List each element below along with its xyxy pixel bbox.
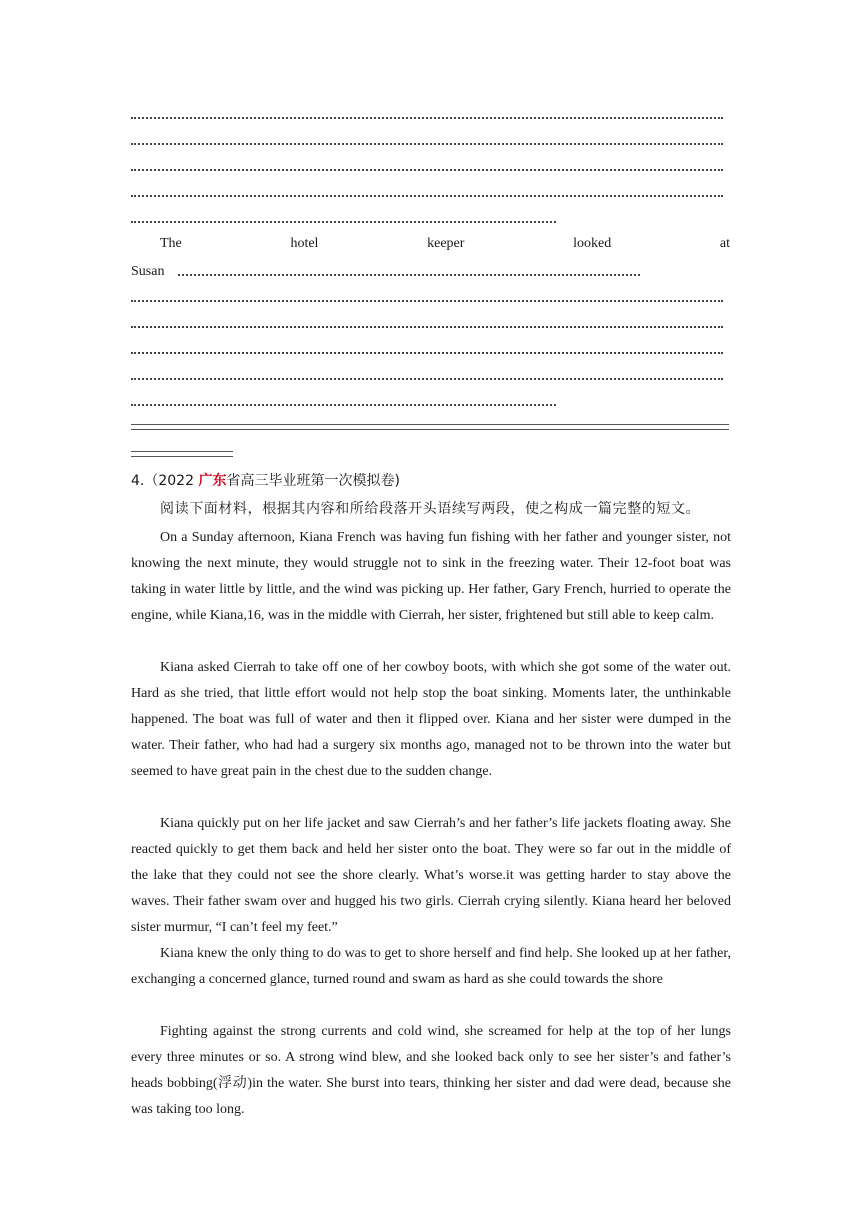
answer-line[interactable]	[131, 143, 723, 145]
passage-paragraph: Kiana quickly put on her life jacket and saw Cierrah’s and her father’s life jackets floating away. She reacted quickly to get them back and held her sister onto the boat. They were so far out in the middle of the lake that they could not see the shore clearly. What’s worse.it was getting harder to stay above the waves. Their father swam over and hugged his two girls. Cierrah crying silently. Kiana heard her beloved sister murmur, “I can’t feel my feet.”	[131, 816, 731, 935]
answer-line[interactable]	[131, 378, 723, 380]
question-source-open: （2022	[144, 473, 199, 489]
separator-rule	[131, 451, 233, 457]
question-heading	[131, 472, 400, 490]
answer-line[interactable]	[178, 274, 640, 276]
passage-paragraph: Fighting against the strong currents and cold wind, she screamed for help at the top of her lungs every three minutes or so. A strong wind blew, and she looked back only to see her sister’s and father’s heads bobbing(浮动)in the water. She burst into tears, thinking her sister and dad were dead, because she was taking too long.	[131, 1024, 731, 1117]
passage-paragraph: Kiana knew the only thing to do was to get to shore herself and find help. She looked up at her father, exchanging a concerned glance, turned round and swam as hard as she could towards the shore	[131, 946, 731, 987]
question-number: 4.	[131, 473, 145, 489]
answer-line[interactable]	[131, 195, 723, 197]
question-source-highlight: 广东	[198, 473, 227, 489]
prompt-word: looked	[573, 236, 612, 251]
answer-line[interactable]	[131, 352, 723, 354]
passage-paragraph: On a Sunday afternoon, Kiana French was having fun fishing with her father and younger sister, not knowing the next minute, they would struggle not to sink in the freezing water. Their 12-foot boat was taking in water little by little, and the wind was picking up. Her father, Gary French, hurried to operate the engine, while Kiana,16, was in the middle with Cierrah, her sister, frightened but still able to keep calm.	[131, 530, 731, 623]
answer-line[interactable]	[131, 326, 723, 328]
answer-line[interactable]	[131, 300, 723, 302]
prompt-word: hotel	[290, 236, 319, 251]
question-instruction: 阅读下面材料，根据其内容和所给段落开头语续写两段，使之构成一篇完整的短文。	[160, 501, 701, 517]
prompt-word: The	[160, 236, 182, 251]
prompt-line	[160, 236, 730, 252]
passage-paragraph: Kiana asked Cierrah to take off one of her cowboy boots, with which she got some of the water out. Hard as she tried, that little effort would not help stop the boat sinking. Moments later, the unthinkable happened. The boat was full of water and then it flipped over. Kiana and her sister were dumped in the water. Their father, who had had a surgery six months ago, managed not to be thrown into the water but seemed to have great pain in the chest due to the sudden change.	[131, 660, 731, 779]
answer-line[interactable]	[131, 117, 723, 119]
prompt-word: at	[719, 236, 730, 251]
prompt-word: keeper	[427, 236, 465, 251]
answer-line[interactable]	[131, 169, 723, 171]
prompt-continuation: Susan	[131, 264, 165, 279]
answer-line[interactable]	[131, 404, 556, 406]
answer-line[interactable]	[131, 221, 556, 223]
separator-rule	[131, 424, 729, 430]
question-source-rest: 省高三毕业班第一次模拟卷)	[226, 473, 400, 489]
